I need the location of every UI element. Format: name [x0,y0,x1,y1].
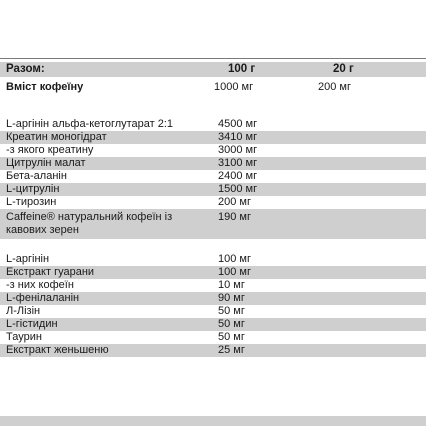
header-col-a: 100 г [228,63,256,75]
table-row [0,266,426,279]
caffeine-col-b: 200 мг [318,81,351,93]
table-row [0,331,426,344]
ingredient-value: 3100 мг [218,157,258,169]
ingredient-name-continued: кавових зерен [6,224,79,236]
table-row [0,292,426,305]
ingredient-name: Екстракт гуарани [6,266,95,278]
ingredient-value: 90 мг [218,292,245,304]
table-row [0,157,426,170]
table-row [0,305,426,318]
ingredient-value: 25 мг [218,344,245,356]
ingredient-name: L-аргінін [6,253,50,265]
table-row [0,279,426,292]
table-row [0,118,426,131]
ingredient-value: 100 мг [218,266,251,278]
ingredient-value: 3410 мг [218,131,258,143]
ingredient-name: Цитрулін малат [6,157,86,169]
header-col-b: 20 г [333,63,354,75]
table-row [0,131,426,144]
ingredient-name: L-аргінін альфа-кетоглутарат 2:1 [6,118,174,130]
table-row [0,209,426,239]
ingredient-name: Л-Лізін [6,305,41,317]
ingredient-name: Таурин [6,331,42,343]
table-bottom-band [0,416,426,426]
ingredient-value: 100 мг [218,253,251,265]
ingredient-name: L-гістидин [6,318,58,330]
ingredient-name: Caffeine® натуральний кофеїн із [6,211,173,223]
ingredient-value: 4500 мг [218,118,258,130]
ingredient-value: 50 мг [218,318,245,330]
ingredient-value: 3000 мг [218,144,258,156]
caffeine-row [0,80,426,95]
caffeine-label: Вміст кофеїну [6,81,84,93]
table-row [0,318,426,331]
ingredient-value: 50 мг [218,331,245,343]
ingredient-value: 2400 мг [218,170,258,182]
table-row [0,344,426,357]
ingredient-name: -з них кофеїн [6,279,74,291]
ingredient-value: 190 мг [218,211,251,223]
table-row [0,196,426,209]
ingredient-value: 50 мг [218,305,245,317]
ingredient-name: Бета-аланін [6,170,67,182]
ingredient-value: 200 мг [218,196,251,208]
header-row [0,62,426,77]
ingredient-name: L-тирозин [6,196,57,208]
table-row [0,183,426,196]
table-row [0,144,426,157]
table-row [0,253,426,266]
header-label: Разом: [6,63,45,75]
ingredient-name: L-цитрулін [6,183,60,195]
ingredient-name: Креатин моногідрат [6,131,107,143]
table-row [0,170,426,183]
table-top-border [0,58,426,59]
ingredient-name: -з якого креатину [6,144,94,156]
ingredient-value: 10 мг [218,279,245,291]
caffeine-col-a: 1000 мг [214,81,254,93]
ingredient-name: Екстракт женьшеню [6,344,109,356]
ingredient-name: L-фенілаланін [6,292,80,304]
ingredient-value: 1500 мг [218,183,258,195]
